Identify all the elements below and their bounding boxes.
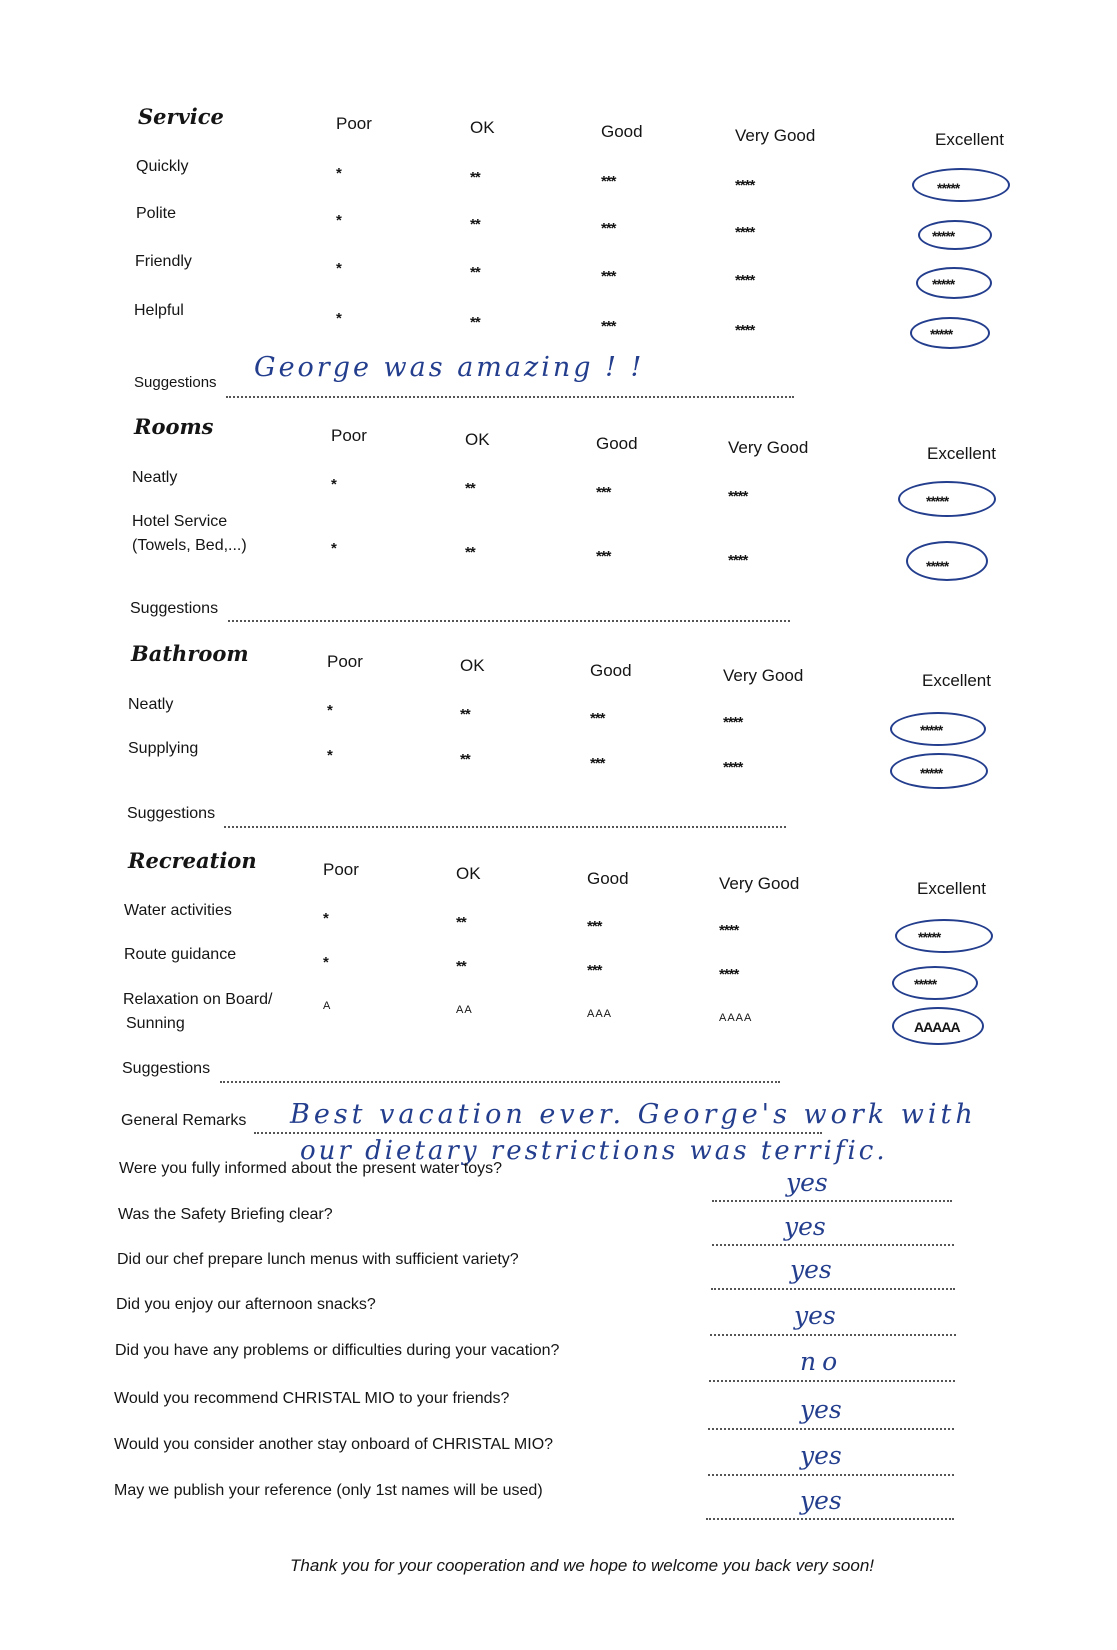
rating-star-1[interactable]: * bbox=[327, 747, 332, 764]
general-remarks-handwriting-line1[interactable]: Best vacation ever. George's work with bbox=[290, 1099, 977, 1130]
question-water-toys: Were you fully informed about the present water toys? bbox=[119, 1160, 503, 1177]
rooms-col-poor: Poor bbox=[331, 426, 367, 445]
rating-star-2[interactable]: ** bbox=[470, 169, 480, 186]
answer-line[interactable] bbox=[706, 1518, 954, 1520]
question-another-stay: Would you consider another stay onboard of CHRISTAL MIO? bbox=[114, 1436, 554, 1453]
answer-handwriting[interactable]: yes bbox=[800, 1486, 842, 1515]
service-row-polite: Polite bbox=[136, 205, 177, 222]
bathroom-suggestions-line[interactable] bbox=[224, 826, 786, 828]
rating-star-2[interactable]: ** bbox=[456, 914, 466, 931]
answer-line[interactable] bbox=[708, 1474, 954, 1476]
rating-star-3[interactable]: *** bbox=[601, 268, 616, 285]
bathroom-row-neatly: Neatly bbox=[128, 696, 174, 713]
rating-star-1[interactable]: * bbox=[327, 702, 332, 719]
rating-star-2[interactable]: ** bbox=[470, 216, 480, 233]
bathroom-row-supplying: Supplying bbox=[128, 740, 199, 757]
rooms-col-good: Good bbox=[596, 434, 638, 453]
general-remarks-handwriting-line2[interactable]: our dietary restrictions was terrific. bbox=[300, 1136, 888, 1166]
rating-star-5[interactable]: ***** bbox=[918, 929, 941, 945]
question-afternoon-snacks: Did you enjoy our afternoon snacks? bbox=[116, 1296, 376, 1313]
bathroom-col-poor: Poor bbox=[327, 652, 363, 671]
service-col-good: Good bbox=[601, 122, 643, 141]
recreation-suggestions-line[interactable] bbox=[220, 1081, 780, 1083]
service-col-very-good: Very Good bbox=[735, 126, 816, 145]
answer-line[interactable] bbox=[710, 1334, 956, 1336]
service-suggestions-line bbox=[226, 396, 794, 398]
rating-star-1[interactable]: * bbox=[331, 476, 336, 493]
recreation-col-ok: OK bbox=[456, 864, 481, 883]
recreation-row-sunning: Sunning bbox=[126, 1015, 185, 1032]
rating-star-1[interactable]: A bbox=[323, 1000, 332, 1012]
rooms-section-title: Rooms bbox=[134, 414, 214, 439]
rating-star-3[interactable]: *** bbox=[601, 220, 616, 237]
recreation-col-good: Good bbox=[587, 869, 629, 888]
rating-star-3[interactable]: AAA bbox=[587, 1008, 613, 1020]
rating-star-1[interactable]: * bbox=[336, 310, 341, 327]
rating-star-3[interactable]: *** bbox=[596, 548, 611, 565]
rating-star-2[interactable]: ** bbox=[470, 264, 480, 281]
answer-handwriting[interactable]: yes bbox=[800, 1395, 842, 1424]
recreation-col-very-good: Very Good bbox=[719, 874, 800, 893]
rating-star-2[interactable]: ** bbox=[465, 480, 475, 497]
rating-star-2[interactable]: ** bbox=[470, 314, 480, 331]
rating-star-1[interactable]: * bbox=[323, 910, 328, 927]
rating-star-3[interactable]: *** bbox=[587, 918, 602, 935]
recreation-section-title: Recreation bbox=[128, 848, 257, 873]
rating-star-5[interactable]: ***** bbox=[926, 493, 949, 509]
rating-star-4[interactable]: **** bbox=[719, 966, 739, 983]
rooms-suggestions-label: Suggestions bbox=[130, 600, 219, 617]
bathroom-col-very-good: Very Good bbox=[723, 666, 804, 685]
rating-star-4[interactable]: **** bbox=[728, 488, 748, 505]
rating-star-3[interactable]: *** bbox=[590, 710, 605, 727]
answer-handwriting[interactable]: no bbox=[800, 1347, 844, 1376]
bathroom-suggestions-label: Suggestions bbox=[127, 805, 216, 822]
answer-handwriting[interactable]: yes bbox=[800, 1441, 842, 1470]
recreation-suggestions-label: Suggestions bbox=[122, 1060, 211, 1077]
rating-star-5[interactable]: ***** bbox=[920, 765, 943, 781]
rooms-col-very-good: Very Good bbox=[728, 438, 809, 457]
rating-star-5[interactable]: ***** bbox=[937, 180, 960, 196]
rating-star-2[interactable]: AA bbox=[456, 1004, 473, 1016]
rating-star-5[interactable]: ***** bbox=[930, 326, 953, 342]
rooms-suggestions-line[interactable] bbox=[228, 620, 790, 622]
rating-star-4[interactable]: **** bbox=[719, 922, 739, 939]
rating-star-5[interactable]: ***** bbox=[932, 276, 955, 292]
rating-star-1[interactable]: * bbox=[336, 212, 341, 229]
service-col-poor: Poor bbox=[336, 114, 372, 133]
service-row-friendly: Friendly bbox=[135, 253, 192, 270]
rating-star-3[interactable]: *** bbox=[601, 173, 616, 190]
rating-star-1[interactable]: * bbox=[331, 540, 336, 557]
rating-star-3[interactable]: *** bbox=[587, 962, 602, 979]
rating-star-1[interactable]: * bbox=[323, 954, 328, 971]
service-suggestions-label: Suggestions bbox=[134, 374, 217, 391]
service-col-ok: OK bbox=[470, 118, 495, 137]
answer-line[interactable] bbox=[711, 1288, 955, 1290]
rating-star-4[interactable]: **** bbox=[723, 759, 743, 776]
rating-star-3[interactable]: *** bbox=[601, 318, 616, 335]
rating-star-4[interactable]: **** bbox=[735, 177, 755, 194]
rating-star-5[interactable]: ***** bbox=[932, 228, 955, 244]
rating-star-4[interactable]: **** bbox=[735, 322, 755, 339]
rating-star-5[interactable]: ***** bbox=[920, 722, 943, 738]
answer-line[interactable] bbox=[709, 1380, 955, 1382]
service-row-helpful: Helpful bbox=[134, 302, 184, 319]
question-safety-briefing: Was the Safety Briefing clear? bbox=[118, 1206, 333, 1223]
rooms-row-neatly: Neatly bbox=[132, 469, 178, 486]
rooms-col-ok: OK bbox=[465, 430, 490, 449]
question-problems: Did you have any problems or difficulties during your vacation? bbox=[115, 1342, 560, 1359]
service-section-title: Service bbox=[138, 104, 224, 129]
service-col-excellent: Excellent bbox=[935, 130, 1004, 149]
rating-star-3[interactable]: *** bbox=[596, 484, 611, 501]
rating-star-5[interactable]: ***** bbox=[914, 976, 937, 992]
service-row-quickly: Quickly bbox=[136, 158, 189, 175]
rating-star-2[interactable]: ** bbox=[465, 544, 475, 561]
rating-star-4[interactable]: **** bbox=[735, 224, 755, 241]
rating-star-2[interactable]: ** bbox=[460, 706, 470, 723]
rating-star-3[interactable]: *** bbox=[590, 755, 605, 772]
rooms-col-excellent: Excellent bbox=[927, 444, 996, 463]
service-suggestions-handwriting[interactable]: George was amazing ! ! bbox=[254, 352, 645, 383]
recreation-row-relaxation: Relaxation on Board/ bbox=[123, 991, 273, 1008]
answer-handwriting[interactable]: yes bbox=[784, 1212, 826, 1241]
question-publish-reference: May we publish your reference (only 1st names will be used) bbox=[114, 1482, 543, 1499]
rooms-row-hotel-service: Hotel Service bbox=[132, 513, 228, 530]
question-lunch-menus: Did our chef prepare lunch menus with sufficient variety? bbox=[117, 1251, 519, 1268]
rooms-row-hotel-service-detail: (Towels, Bed,...) bbox=[132, 537, 247, 554]
excellent-selection-circle bbox=[895, 919, 993, 953]
rating-star-4[interactable]: **** bbox=[735, 272, 755, 289]
general-remarks-line bbox=[254, 1132, 822, 1134]
general-remarks-label: General Remarks bbox=[121, 1112, 247, 1129]
rating-star-2[interactable]: ** bbox=[460, 751, 470, 768]
answer-line[interactable] bbox=[712, 1200, 952, 1202]
recreation-row-water-activities: Water activities bbox=[124, 902, 232, 919]
answer-handwriting[interactable]: yes bbox=[786, 1168, 828, 1197]
question-recommend: Would you recommend CHRISTAL MIO to your friends? bbox=[114, 1390, 510, 1407]
answer-handwriting[interactable]: yes bbox=[790, 1255, 832, 1284]
rating-star-4[interactable]: AAAA bbox=[719, 1012, 753, 1024]
rating-star-5[interactable]: ***** bbox=[926, 558, 949, 574]
closing-thank-you: Thank you for your cooperation and we hope to welcome you back very soon! bbox=[290, 1556, 875, 1575]
rating-star-5[interactable]: AAAAA bbox=[914, 1019, 960, 1035]
bathroom-col-ok: OK bbox=[460, 656, 485, 675]
rating-star-2[interactable]: ** bbox=[456, 958, 466, 975]
rating-star-1[interactable]: * bbox=[336, 165, 341, 182]
rating-star-1[interactable]: * bbox=[336, 260, 341, 277]
rating-star-4[interactable]: **** bbox=[723, 714, 743, 731]
bathroom-col-good: Good bbox=[590, 661, 632, 680]
answer-line[interactable] bbox=[708, 1428, 954, 1430]
excellent-selection-circle bbox=[912, 168, 1010, 202]
answer-line[interactable] bbox=[712, 1244, 954, 1246]
recreation-col-excellent: Excellent bbox=[917, 879, 986, 898]
bathroom-col-excellent: Excellent bbox=[922, 671, 991, 690]
bathroom-section-title: Bathroom bbox=[131, 641, 249, 666]
rating-star-4[interactable]: **** bbox=[728, 552, 748, 569]
recreation-row-route-guidance: Route guidance bbox=[124, 946, 237, 963]
recreation-col-poor: Poor bbox=[323, 860, 359, 879]
answer-handwriting[interactable]: yes bbox=[794, 1301, 836, 1330]
excellent-selection-circle bbox=[918, 220, 992, 250]
